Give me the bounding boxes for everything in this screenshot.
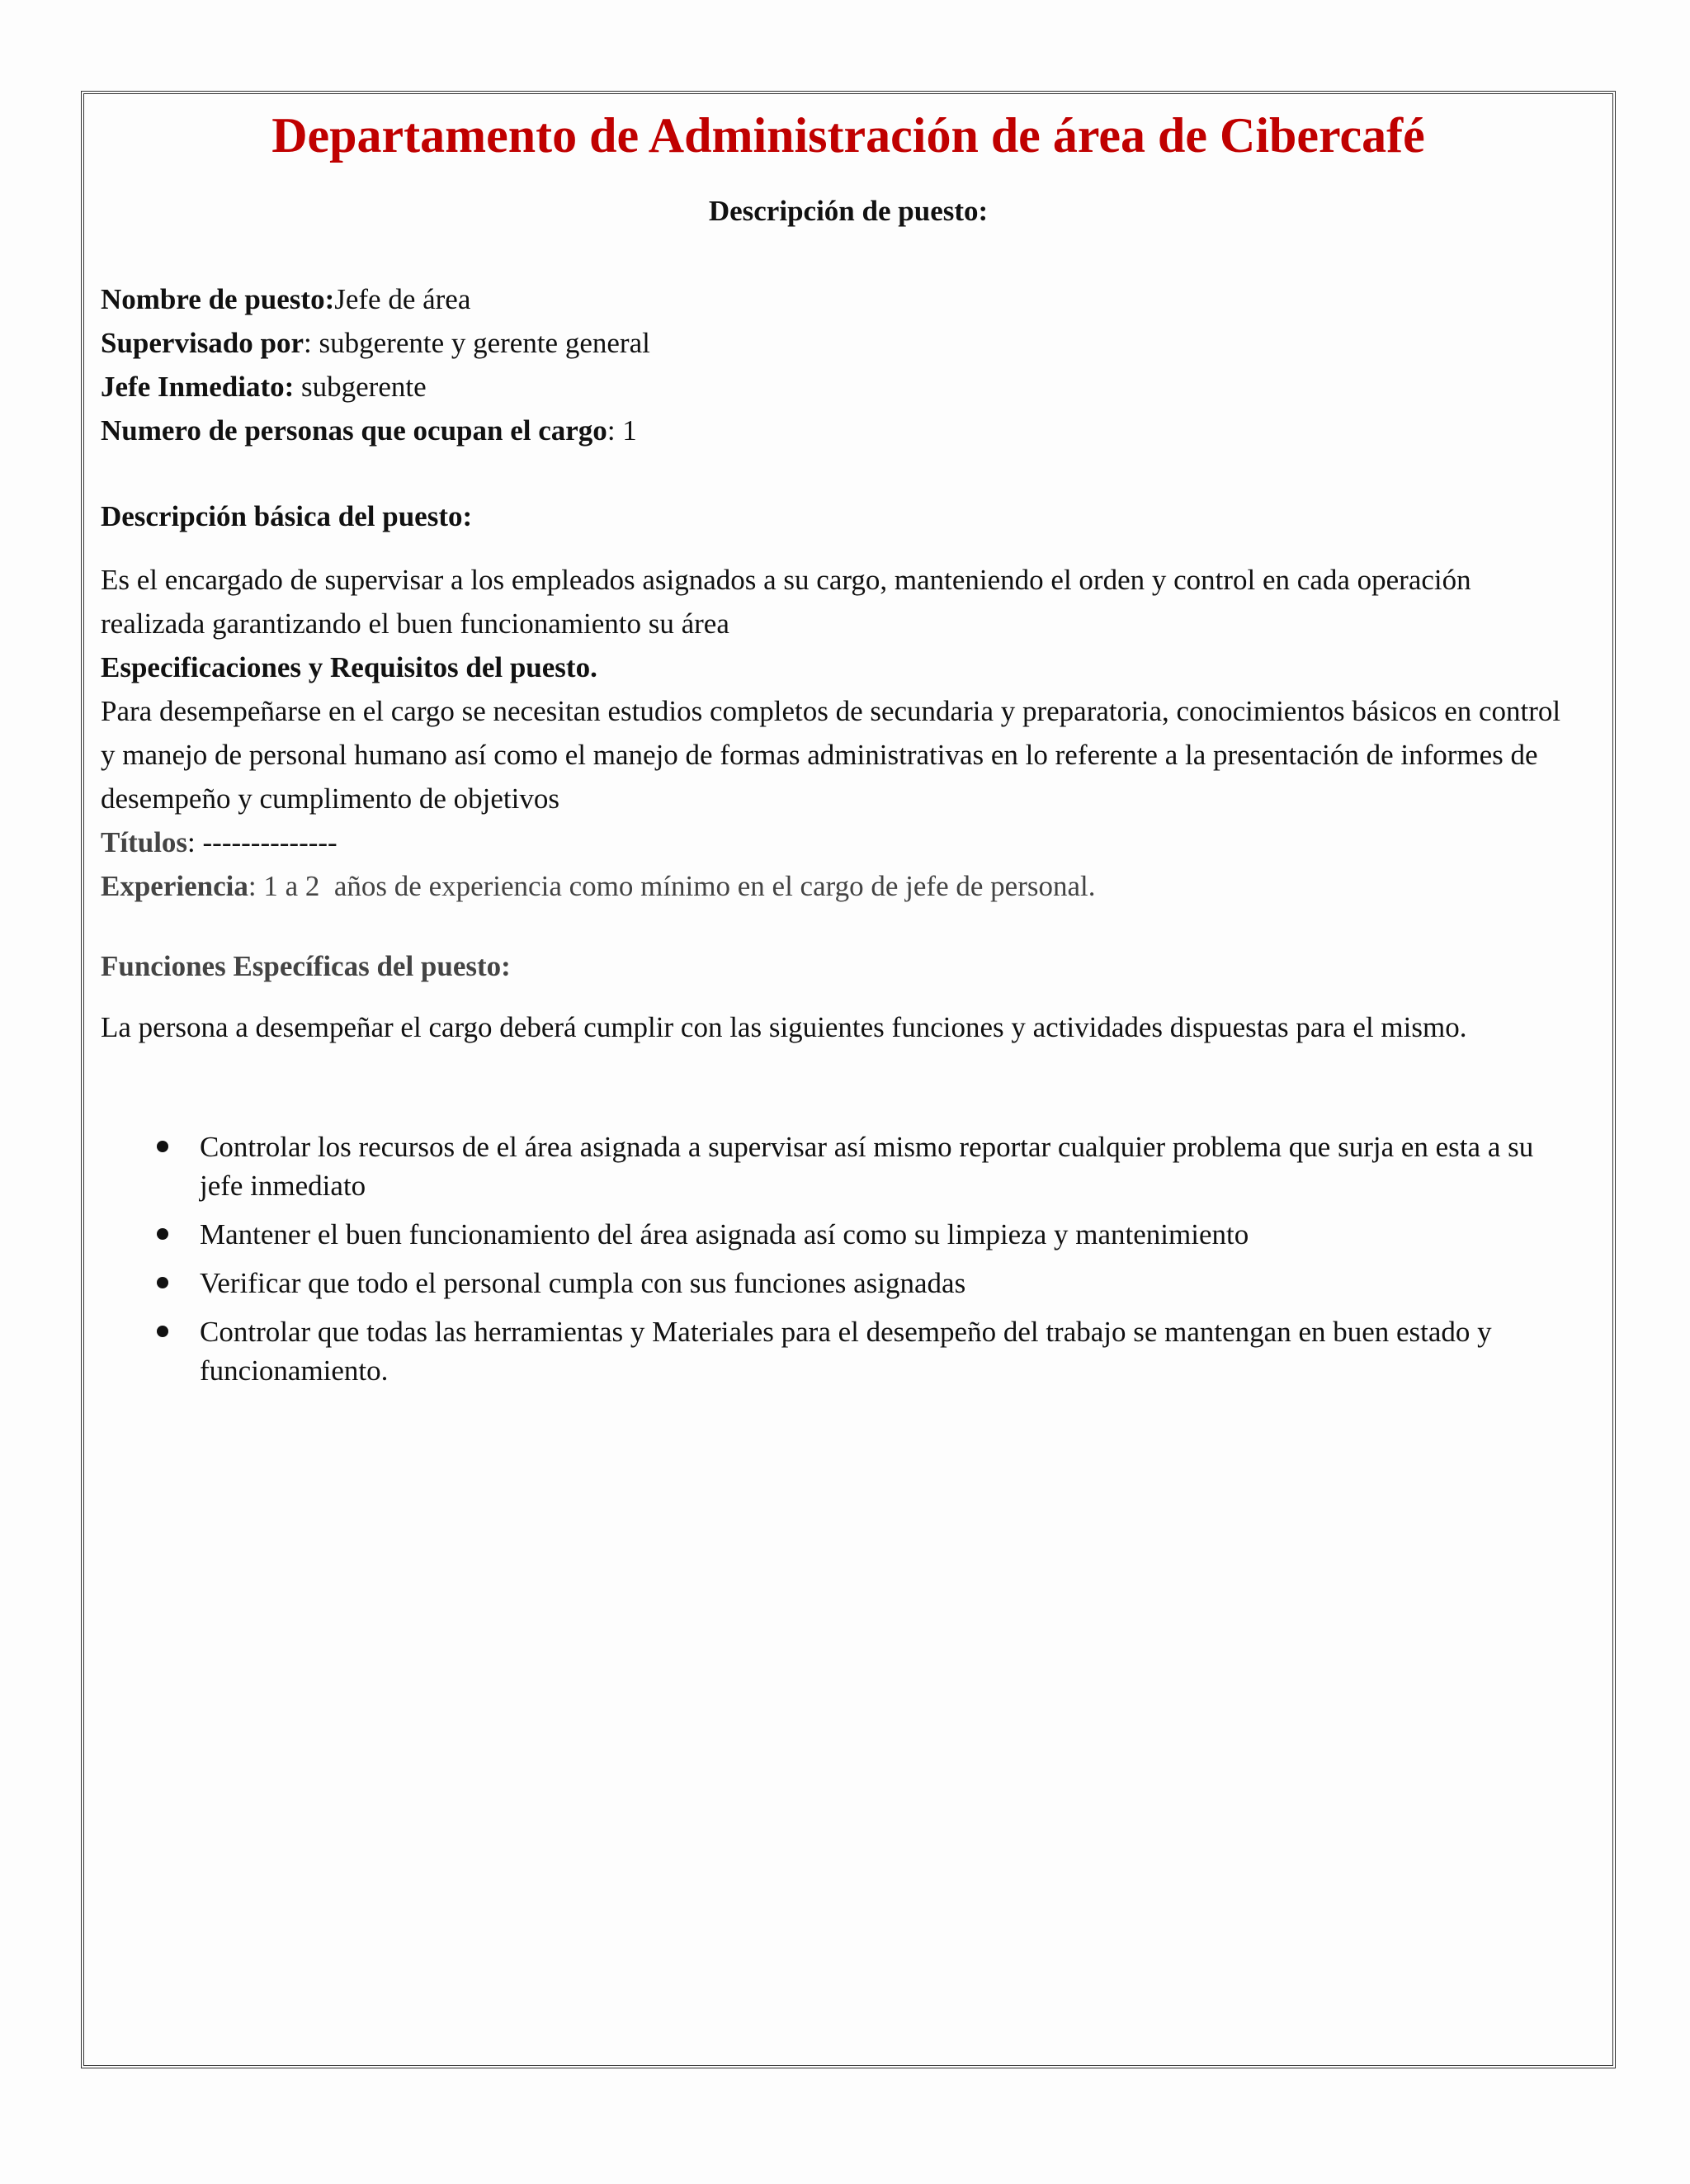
specs-heading: Especificaciones y Requisitos del puesto. <box>101 651 597 683</box>
field-numero <box>101 409 1579 452</box>
list-item: Verificar que todo el personal cumpla con sus funciones asignadas <box>101 1264 1579 1302</box>
field-experiencia-label: Experiencia <box>101 870 248 902</box>
functions-intro: La persona a desempeñar el cargo deberá cumplir con las siguientes funciones y actividades dispuestas para el mismo. <box>101 1011 1467 1043</box>
field-supervisado <box>101 321 1579 365</box>
field-jefe <box>101 365 1579 409</box>
basic-text: Es el encargado de supervisar a los empleados asignados a su cargo, manteniendo el orden y control en cada operación realizada garantizando el buen funcionamiento su área <box>101 564 1471 640</box>
document-subtitle: Descripción de puesto: <box>708 195 989 227</box>
bullet-icon <box>157 1326 168 1337</box>
field-nombre-value: Jefe de área <box>334 283 471 315</box>
field-numero-label: Numero de personas que ocupan el cargo <box>101 414 607 447</box>
list-item: Mantener el buen funcionamiento del área asignada así como su limpieza y mantenimiento <box>101 1215 1579 1254</box>
field-nombre-label: Nombre de puesto: <box>101 283 335 315</box>
field-titulos-label: Títulos <box>101 826 188 858</box>
document-frame <box>81 91 1616 2068</box>
bullet-icon <box>157 1228 168 1240</box>
functions-heading: Funciones Específicas del puesto: <box>101 950 511 982</box>
field-titulos <box>101 820 1579 864</box>
bullet-icon <box>157 1141 168 1152</box>
bullet-icon <box>157 1277 168 1288</box>
field-jefe-label: Jefe Inmediato: <box>101 371 295 403</box>
field-nombre <box>101 277 1579 321</box>
field-experiencia-value: : 1 a 2 años de experiencia como mínimo en el cargo de jefe de personal. <box>248 870 1096 902</box>
functions-list <box>101 1127 1579 1400</box>
field-supervisado-label: Supervisado por <box>101 327 304 359</box>
document-title: Departamento de Administración de área de Cibercafé <box>271 108 1425 163</box>
field-titulos-value: : -------------- <box>187 826 338 858</box>
list-item: Controlar los recursos de el área asignada a supervisar así mismo reportar cualquier problema que surja en esta a su jefe inmediato <box>101 1127 1579 1205</box>
basic-heading: Descripción básica del puesto: <box>101 500 473 532</box>
specs-text: Para desempeñarse en el cargo se necesitan estudios completos de secundaria y preparatoria, conocimientos básicos en control y manejo de personal humano así como el manejo de formas administrativas en lo referente a la presentación de informes de desempeño y cumplimento de objetivos <box>101 695 1561 815</box>
field-supervisado-value: : subgerente y gerente general <box>304 327 650 359</box>
list-item: Controlar que todas las herramientas y Materiales para el desempeño del trabajo se mantengan en buen estado y funcionamiento. <box>101 1312 1579 1390</box>
field-numero-value: : 1 <box>607 414 637 447</box>
field-experiencia <box>101 864 1579 908</box>
field-jefe-value: subgerente <box>294 371 427 403</box>
